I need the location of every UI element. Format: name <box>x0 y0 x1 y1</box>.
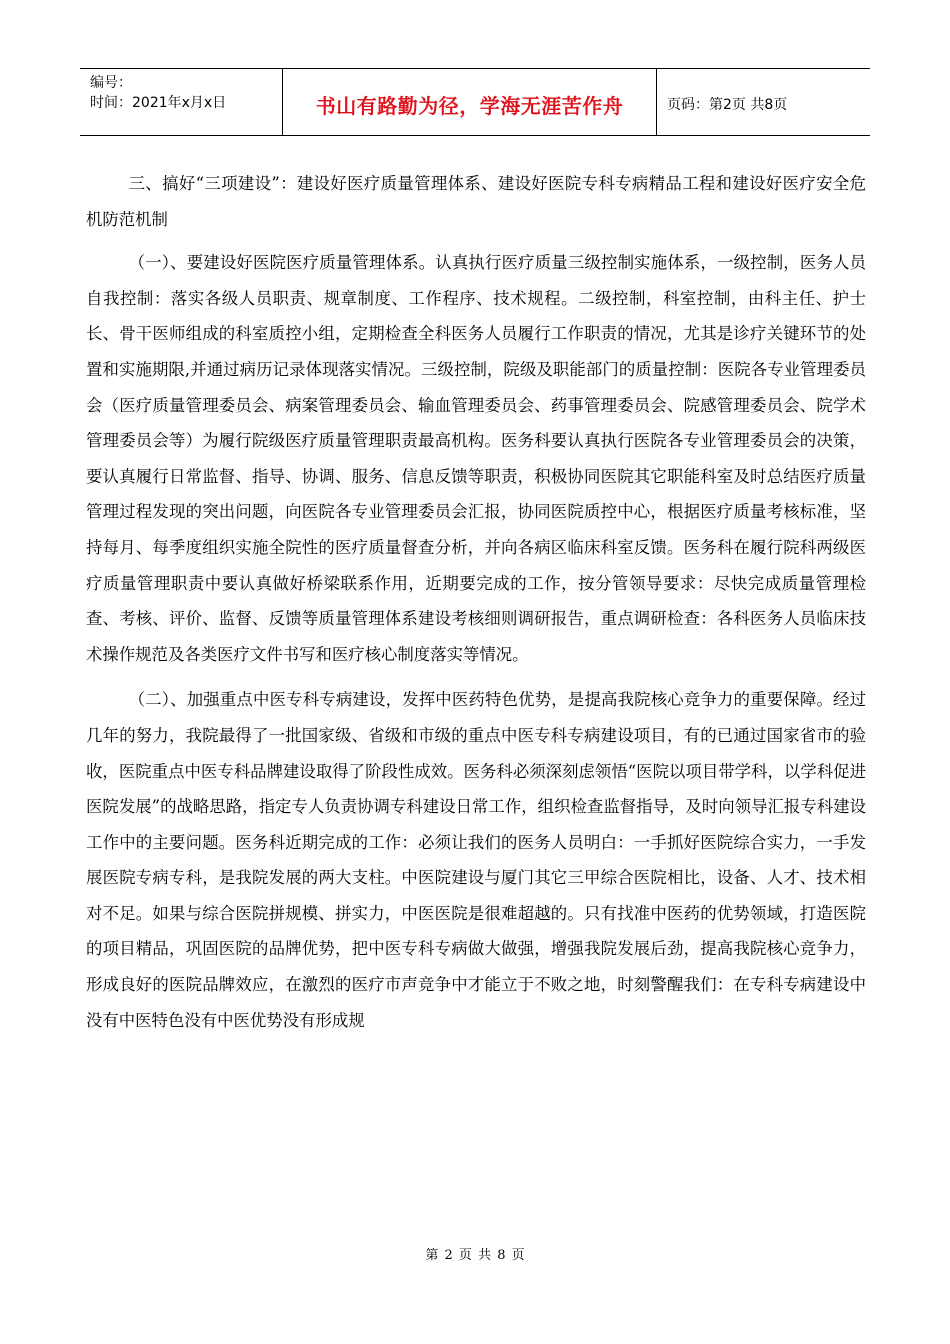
document-number-label: 编号： <box>90 75 132 91</box>
document-body <box>86 166 866 1048</box>
header-meta-cell <box>80 69 283 135</box>
paragraph-section-three: 三、搞好“三项建设”：建设好医疗质量管理体系、建设好医院专科专病精品工程和建设好医疗安全危机防范机制 <box>86 174 866 229</box>
page-header <box>80 68 870 136</box>
header-page-code: 页码：第2页 共8页 <box>667 97 788 113</box>
header-motto: 书山有路勤为径，学海无涯苦作舟 <box>283 69 657 135</box>
paragraph-specialty-construction: （二）、加强重点中医专科专病建设，发挥中医药特色优势，是提高我院核心竞争力的重要保障。经过几年的努力，我院最得了一批国家级、省级和市级的重点中医专科专病建设项目，有的已通过国家省市的验收，医院重点中医专科品牌建设取得了阶段性成效。医务科必须深刻虑领悟“医院以项目带学科，以学科促进医院发展”的战略思路，指定专人负责协调专科建设日常工作，组织检查监督指导，及时向领导汇报专科建设工作中的主要问题。医务科近期完成的工作：必须让我们的医务人员明白：一手抓好医院综合实力，一手发展医院专病专科，是我院发展的两大支柱。中医院建设与厦门其它三甲综合医院相比，设备、人才、技术相对不足。如果与综合医院拼规模、拼实力，中医医院是很难超越的。只有找准中医药的优势领域，打造医院的项目精品，巩固医院的品牌优势，把中医专科专病做大做强，增强我院发展后劲，提高我院核心竞争力，形成良好的医院品牌效应，在激烈的医疗市声竞争中才能立于不败之地，时刻警醒我们：在专科专病建设中没有中医特色没有中医优势没有形成规 <box>86 690 866 1030</box>
page-footer: 第 2 页 共 8 页 <box>425 1248 525 1263</box>
paragraph-quality-system: （一）、要建设好医院医疗质量管理体系。认真执行医疗质量三级控制实施体系，一级控制，医务人员自我控制：落实各级人员职责、规章制度、工作程序、技术规程。二级控制，科室控制，由科主任、护士长、骨干医师组成的科室质控小组，定期检查全科医务人员履行工作职责的情况，尤其是诊疗关键环节的处置和实施期限,并通过病历记录体现落实情况。三级控制，院级及职能部门的质量控制：医院各专业管理委员会（医疗质量管理委员会、病案管理委员会、输血管理委员会、药事管理委员会、院感管理委员会、院学术管理委员会等）为履行院级医疗质量管理职责最高机构。医务科要认真执行医院各专业管理委员会的决策，要认真履行日常监督、指导、协调、服务、信息反馈等职责，积极协同医院其它职能科室及时总结医疗质量管理过程发现的突出问题，向医院各专业管理委员会汇报，协同医院质控中心，根据医疗质量考核标准，坚持每月、每季度组织实施全院性的医疗质量督查分析，并向各病区临床科室反馈。医务科在履行院科两级医疗质量管理职责中要认真做好桥梁联系作用，近期要完成的工作，按分管领导要求：尽快完成质量管理检查、考核、评价、监督、反馈等质量管理体系建设考核细则调研报告，重点调研检查：各科医务人员临床技术操作规范及各类医疗文件书写和医疗核心制度落实等情况。 <box>86 253 866 664</box>
document-time-label: 时间：2021年x月x日 <box>90 95 227 111</box>
